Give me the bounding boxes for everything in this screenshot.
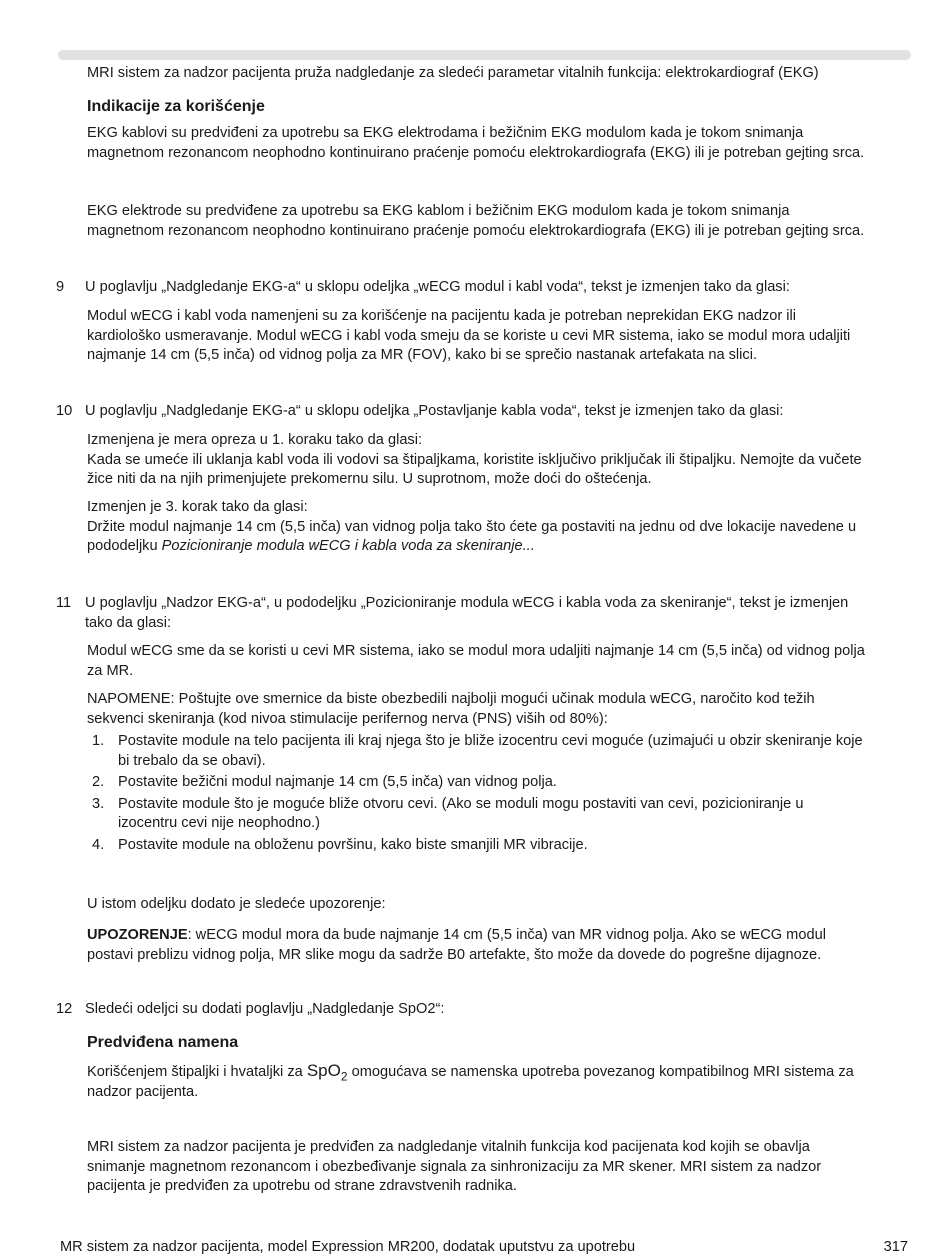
page-number: 317 (883, 1239, 908, 1255)
paragraph-line: tako da glasi: (85, 614, 171, 631)
paragraph-line (87, 926, 912, 946)
item-10-intro: U poglavlju „Nadgledanje EKG-a“ u sklopu odeljka „Postavljanje kabla voda“, tekst je izmenjen tako da glasi: (85, 403, 784, 419)
item-10-caution-change (87, 431, 912, 490)
section-heading-intended-use: Predviđena namena (87, 1034, 239, 1051)
item-number-10: 10 (56, 403, 73, 419)
item-9-body (87, 307, 912, 366)
subsection-reference: Pozicioniranje modula wECG i kabla voda za skeniranje... (161, 538, 535, 554)
paragraph-line: snimanje magnetnom rezonancom i obezbeđivanje signala za sinhronizaciju za MR skener. MRI sistem za nadzor (87, 1158, 822, 1175)
paragraph-line (87, 537, 912, 557)
list-item-line: bi trebalo da se obavi). (118, 752, 266, 769)
page-footer: MR sistem za nadzor pacijenta, model Expression MR200, dodatak uputstvu za upotrebu (60, 1239, 636, 1255)
intended-use-paragraph (87, 1061, 912, 1102)
list-item (87, 773, 912, 793)
paragraph-line: magnetnom rezonancom neophodno kontinuirano praćenje pomoću elektrokardiografa (EKG) ili je potreban gejting srca. (87, 144, 865, 161)
paragraph-line: NAPOMENE: Poštujte ove smernice da biste obezbedili najbolji mogući učinak modula wECG, naročito kod težih (87, 691, 815, 707)
paragraph-line: za MR. (87, 662, 134, 679)
paragraph-line: Kada se umeće ili uklanja kabl voda ili vodovi sa štipaljkama, koristite isključivo priključak ili štipaljku. Nemojte da vučete (87, 451, 862, 468)
text-run: pododeljku (87, 538, 162, 554)
item-number-12: 12 (56, 1001, 73, 1017)
list-item-line: Postavite module što je moguće bliže otvoru cevi. (Ako se moduli mogu postaviti van cevi, pozicioniranje u (118, 795, 804, 812)
list-number: 3. (92, 795, 105, 812)
list-item-line: Postavite bežični modul najmanje 14 cm (5,5 inča) van vidnog polja. (118, 774, 557, 790)
intro-paragraph (87, 64, 912, 84)
list-item-line: Postavite module na obloženu površinu, kako biste smanjili MR vibracije. (118, 836, 588, 853)
subscript: 2 (340, 1069, 348, 1084)
paragraph-line: EKG kablovi su predviđeni za upotrebu sa EKG elektrodama i bežičnim EKG modulom kada je tokom snimanja (87, 125, 804, 141)
list-item (87, 836, 912, 856)
section-heading-indications: Indikacije za korišćenje (87, 98, 265, 115)
added-warning-note: U istom odeljku dodato je sledeće upozorenje: (87, 896, 386, 912)
monitoring-system-paragraph (87, 1138, 912, 1197)
text-run: Korišćenjem štipaljki i hvataljki za (87, 1064, 307, 1080)
list-item-line: Postavite module na telo pacijenta ili kraj njega što je bliže izocentru cevi moguće (uzimajući u obzir skeniranje koje (118, 733, 863, 749)
paragraph-line: MRI sistem za nadzor pacijenta pruža nadgledanje za sledeći parametar vitalnih funkcija: elektrokardiograf (EKG) (87, 65, 819, 81)
item-12-intro: Sledeći odeljci su dodati poglavlju „Nadgledanje SpO2“: (85, 1001, 445, 1017)
item-number-11: 11 (56, 595, 72, 611)
paragraph-line: najmanje 14 cm (5,5 inča) od vidnog polja za MR (FOV), kako bi se sprečio nastanak artefakata na slici. (87, 347, 758, 363)
spo2-label (306, 1061, 348, 1084)
ekg-cables-paragraph (87, 124, 912, 163)
item-11-notes (87, 690, 912, 729)
item-number-9: 9 (56, 279, 65, 295)
paragraph-line: kardiološko usmeravanje. Modul wECG i kabl voda smeju da se koriste u cevi MR sistema, iako se modul mora udaljiti (87, 327, 851, 344)
warning-paragraph (87, 926, 912, 965)
ekg-electrodes-paragraph (87, 202, 912, 241)
text-run: SpO (306, 1061, 341, 1080)
warning-label: UPOZORENJE (87, 927, 188, 943)
paragraph-line: Modul wECG i kabl voda namenjeni su za korišćenje na pacijentu kada je potreban neprekidan EKG nadzor ili (87, 308, 797, 324)
list-number: 2. (92, 774, 105, 790)
paragraph-line: U poglavlju „Nadzor EKG-a“, u pododeljku „Pozicioniranje modula wECG i kabla voda za skeniranje“, tekst je izmenjen (85, 595, 849, 611)
list-item (87, 732, 912, 771)
paragraph-line: Izmenjen je 3. korak tako da glasi: (87, 499, 308, 515)
paragraph-line: pacijenta je predviđen za upotrebu od strane zdravstvenih radnika. (87, 1178, 517, 1194)
item-11-intro (85, 594, 911, 633)
paragraph-line (87, 1061, 912, 1083)
paragraph-line: Držite modul najmanje 14 cm (5,5 inča) van vidnog polja tako što ćete ga postaviti na jednu od dve lokacije navedene u (87, 518, 857, 535)
item-10-step3-change (87, 498, 912, 557)
text-run: : wECG modul mora da bude najmanje 14 cm (5,5 inča) van MR vidnog polja. Ako se wECG modul (187, 927, 826, 943)
paragraph-line: EKG elektrode su predviđene za upotrebu sa EKG kablom i bežičnim EKG modulom kada je tokom snimanja (87, 203, 790, 219)
item-11-body (87, 642, 912, 681)
paragraph-line: MRI sistem za nadzor pacijenta je predviđen za nadgledanje vitalnih funkcija kod pacijenata kod kojih se obavlja (87, 1139, 810, 1155)
paragraph-line: Modul wECG sme da se koristi u cevi MR sistema, iako se modul mora udaljiti najmanje 14 cm (5,5 inča) od vidnog polja (87, 643, 865, 659)
paragraph-line: žice niti da na njih primenjujete prekomernu silu. U suprotnom, može doći do oštećenja. (87, 471, 652, 487)
item-9-intro: U poglavlju „Nadgledanje EKG-a“ u sklopu odeljka „wECG modul i kabl voda“, tekst je izmenjen tako da glasi: (85, 279, 790, 295)
paragraph-line: nadzor pacijenta. (87, 1083, 199, 1100)
list-item (87, 795, 912, 834)
text-run: omogućava se namenska upotreba povezanog kompatibilnog MRI sistema za (347, 1064, 854, 1080)
paragraph-line: postavi preblizu vidnog polja, MR slike mogu da sadrže B0 artefakte, što može da dovede do pogrešne dijagnoze. (87, 946, 822, 963)
paragraph-line: Izmenjena je mera opreza u 1. koraku tako da glasi: (87, 432, 423, 448)
list-number: 4. (92, 836, 105, 853)
placement-guidelines-list (87, 732, 912, 857)
list-item-line: izocentru cevi nije neophodno.) (118, 815, 321, 831)
page-header-bar (58, 50, 911, 60)
paragraph-line: sekvenci skeniranja (kod nivoa stimulacije perifernog nerva (PNS) viših od 80%): (87, 710, 608, 727)
paragraph-line: magnetnom rezonancom neophodno kontinuirano praćenje pomoću elektrokardiografa (EKG) ili je potreban gejting srca. (87, 222, 865, 239)
list-number: 1. (92, 733, 105, 749)
